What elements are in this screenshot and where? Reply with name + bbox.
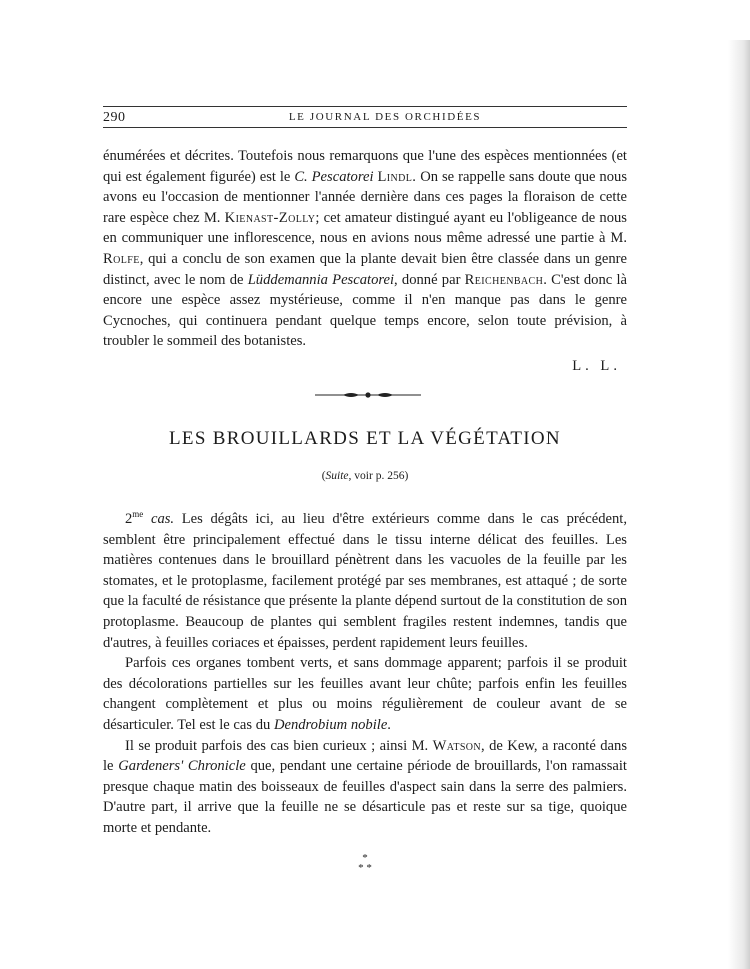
text-run: On se rappelle sans doute que nous avons eu l'occasion de mentionner l'année dernière dans ces pages la floraison de cette rare espèce chez M. — [103, 168, 627, 226]
asterism-top: * — [362, 852, 368, 864]
text-run: Il se produit parfois des cas bien curieux ; ainsi M. — [125, 737, 433, 754]
subtitle-italic: Suite, — [325, 470, 352, 482]
author-name: Lindl. — [377, 168, 417, 185]
signature: L. L. — [572, 358, 621, 374]
paragraph — [103, 653, 627, 735]
subtitle-paren: ( — [321, 470, 326, 482]
person-name: Kienast-Zolly — [224, 209, 316, 226]
asterism-bottom: * * — [358, 862, 372, 874]
case-number: 2 — [125, 511, 133, 527]
text-run: , donné par — [394, 271, 465, 288]
taxon-name: Dendrobium nobile — [273, 716, 388, 733]
taxon-name: Lüddemannia Pescatorei — [247, 271, 395, 288]
text-run: , qui a conclu de son examen que la plante devait bien être classée dans un genre distinct, avec le nom de — [103, 250, 627, 288]
text-run: , de Kew, a raconté dans le — [103, 737, 627, 775]
article-subtitle — [103, 470, 627, 482]
article-title: LES BROUILLARDS ET LA VÉGÉTATION — [169, 428, 561, 449]
paragraph — [103, 509, 627, 653]
text-run: Les dégâts ici, au lieu d'être extérieurs comme dans le cas précédent, semblent être principalement effectué dans le tissu interne délicat des feuilles. Les matières contenues dans le brouillard pénètrent dans les vacuoles de la feuille par les stomates, et le protoplasme, facilement protégé par ses membranes, est attaqué ; de sorte que la faculté de résistance que présente la plante dépend surtout de la constitution de son protoplasme. Beaucoup de plantes qui semblent fragiles restent indemnes, tandis que d'autres, à feuilles coriaces et épaisses, perdent rapidement leurs feuilles. — [103, 511, 627, 651]
subtitle-text: voir p. 256) — [351, 470, 409, 482]
text-run: . C'est donc là encore une espèce assez mystérieuse, comme il n'en manque pas dans le genre Cycnoches, qui continuera pendant quelque temps encore, selon toute prévision, à troubler le sommeil des botanistes. — [103, 271, 628, 350]
case-label: cas. — [143, 511, 175, 527]
publication-name: Gardeners' Chronicle — [118, 758, 246, 775]
taxon-name: C. Pescatorei — [294, 168, 374, 185]
asterism — [350, 853, 380, 877]
person-name: Reichenbach — [464, 271, 544, 288]
superscript: me — [132, 509, 144, 520]
paragraph — [103, 736, 627, 839]
article-body — [103, 509, 627, 839]
text-run: ; cet amateur distingué ayant eu l'obligeance de nous en communiquer une inflorescence, nous en avions nous même adressé une partie à M. — [103, 209, 627, 247]
text-run: que, pendant une certaine période de brouillards, l'on ramassait presque chaque matin des boisseaux de feuilles d'aspect sain dans la serre des palmiers. D'autre part, il arrive que la feuille ne se désarticule pas et reste sur sa tige, quoique morte et pendante. — [103, 758, 627, 836]
running-head — [103, 106, 627, 128]
text-run: . — [387, 716, 391, 733]
page-number: 290 — [103, 110, 126, 125]
scan-margin-shadow — [728, 40, 750, 969]
person-name: Watson — [432, 737, 482, 754]
journal-title: LE JOURNAL DES ORCHIDÉES — [288, 111, 482, 123]
divider-ornament — [313, 388, 423, 402]
person-name: Rolfe — [103, 250, 140, 267]
text-run: énumérées et décrites. Toutefois nous remarquons que l'une des espèces mentionnées (et qui est également figurée) est le — [103, 148, 627, 185]
text-run: Parfois ces organes tombent verts, et sans dommage apparent; parfois il se produit des décolorations partielles sur les feuilles avant leur chûte; parfois enfin les feuilles changent complètement et plus ou moins régulièrement de couleur avant de se désarticuler. Tel est le cas du — [103, 655, 627, 733]
continuation-paragraph — [103, 146, 627, 352]
